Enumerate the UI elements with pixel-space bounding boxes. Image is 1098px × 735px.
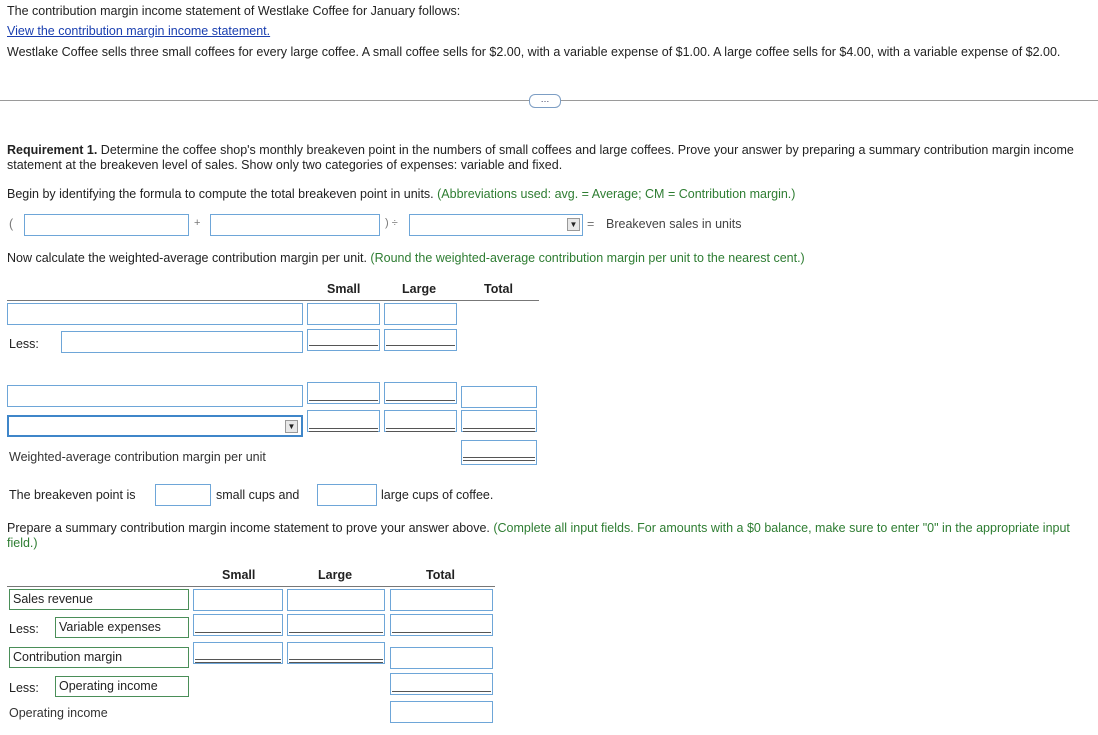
summary-sales-total-input[interactable]	[390, 589, 493, 611]
wacm-row2-label-input[interactable]	[61, 331, 303, 353]
breakeven-suffix: large cups of coffee.	[381, 488, 494, 502]
requirement-label: Requirement 1.	[7, 143, 98, 157]
wacm-result-input[interactable]	[461, 440, 537, 465]
requirement-body: Determine the coffee shop's monthly breakeven point in the numbers of small coffees and large coffees. Prove your answer by preparing a summary contribution margin income statement at the breakeven level of sales. Show only two categories of expenses: variable and fixed.	[7, 143, 1074, 172]
wacm-row1-large-input[interactable]	[384, 303, 457, 325]
col-small: Small	[327, 282, 361, 296]
wacm-row1-small-input[interactable]	[307, 303, 380, 325]
requirement-text	[7, 143, 1082, 173]
formula-term1-input[interactable]	[24, 214, 189, 236]
double-underline	[386, 428, 455, 429]
double-underline	[463, 460, 535, 461]
plus-sign: +	[194, 217, 201, 229]
header-rule	[7, 300, 539, 301]
wacm-note: (Round the weighted-average contribution margin per unit to the nearest cent.)	[370, 251, 805, 265]
wacm-prompt: Now calculate the weighted-average contribution margin per unit.	[7, 251, 367, 265]
underline	[392, 632, 491, 633]
wacm-row2-large-input[interactable]	[384, 329, 457, 351]
less-label: Less:	[9, 337, 39, 351]
breakeven-prefix: The breakeven point is	[9, 488, 136, 502]
summary-col-large: Large	[318, 568, 353, 582]
formula-prompt: Begin by identifying the formula to compute the total breakeven point in units.	[7, 187, 434, 201]
underline	[392, 691, 491, 692]
wacm-instructions	[7, 251, 805, 265]
col-large: Large	[402, 282, 437, 296]
chevron-down-icon: ▼	[285, 420, 298, 433]
divide-sign: ) ÷	[385, 217, 398, 229]
summary-sales-label: Sales revenue	[9, 589, 189, 610]
summary-cm-large-input[interactable]	[287, 642, 385, 664]
summary-less-label: Less:	[9, 622, 39, 636]
summary-prompt: Prepare a summary contribution margin income statement to prove your answer above.	[7, 521, 490, 535]
expand-more-button[interactable]: …	[529, 94, 561, 108]
formula-result: Breakeven sales in units	[606, 217, 742, 231]
double-underline	[386, 431, 455, 432]
wacm-result-label: Weighted-average contribution margin per unit	[9, 450, 266, 464]
double-underline	[289, 659, 383, 660]
underline	[386, 400, 455, 401]
summary-sales-small-input[interactable]	[193, 589, 283, 611]
breakeven-small-input[interactable]	[155, 484, 211, 506]
double-underline	[309, 431, 378, 432]
breakeven-large-input[interactable]	[317, 484, 377, 506]
summary-col-small: Small	[222, 568, 256, 582]
wacm-row3-total-input[interactable]	[461, 386, 537, 408]
summary-cm-small-input[interactable]	[193, 642, 283, 664]
underline	[309, 345, 378, 346]
wacm-row3-label-input[interactable]	[7, 385, 303, 407]
breakeven-mid: small cups and	[216, 488, 300, 502]
problem-description: Westlake Coffee sells three small coffees for every large coffee. A small coffee sells for $2.00, with a variable expense of $1.00. A large coffee sells for $4.00, with a variable expense of $2.00.	[7, 45, 1061, 59]
col-total: Total	[484, 282, 513, 296]
formula-instructions	[7, 187, 795, 201]
summary-fixed-label: Operating income	[55, 676, 189, 697]
summary-less-label-2: Less:	[9, 681, 39, 695]
summary-sales-large-input[interactable]	[287, 589, 385, 611]
summary-note: (Complete all input fields. For amounts with a $0 balance, make sure to enter "0" in the appropriate input field.)	[7, 521, 1070, 550]
equals-sign: =	[587, 217, 595, 231]
view-statement-link[interactable]: View the contribution margin income statement.	[7, 24, 271, 38]
chevron-down-icon: ▼	[567, 218, 580, 231]
summary-col-total: Total	[426, 568, 455, 582]
double-underline	[195, 662, 281, 663]
wacm-row1-label-input[interactable]	[7, 303, 303, 325]
underline	[386, 345, 455, 346]
underline	[289, 632, 383, 633]
summary-oi-label: Operating income	[9, 706, 108, 720]
summary-cm-total-input[interactable]	[390, 647, 493, 669]
formula-note: (Abbreviations used: avg. = Average; CM = Contribution margin.)	[437, 187, 796, 201]
formula-term2-input[interactable]	[210, 214, 380, 236]
wacm-row2-small-input[interactable]	[307, 329, 380, 351]
double-underline	[289, 662, 383, 663]
summary-var-label: Variable expenses	[55, 617, 189, 638]
underline	[309, 400, 378, 401]
summary-header-rule	[7, 586, 495, 587]
open-paren: (	[9, 217, 14, 231]
double-underline	[195, 659, 281, 660]
double-underline	[463, 431, 535, 432]
double-underline	[463, 457, 535, 458]
summary-instructions	[7, 521, 1087, 551]
summary-oi-total-input[interactable]	[390, 701, 493, 723]
underline	[195, 632, 281, 633]
double-underline	[309, 428, 378, 429]
double-underline	[463, 428, 535, 429]
intro-text: The contribution margin income statement of Westlake Coffee for January follows:	[7, 4, 461, 18]
formula-divisor-select[interactable]	[409, 214, 583, 236]
summary-cm-label: Contribution margin	[9, 647, 189, 668]
wacm-row4-label-select[interactable]	[7, 415, 303, 437]
